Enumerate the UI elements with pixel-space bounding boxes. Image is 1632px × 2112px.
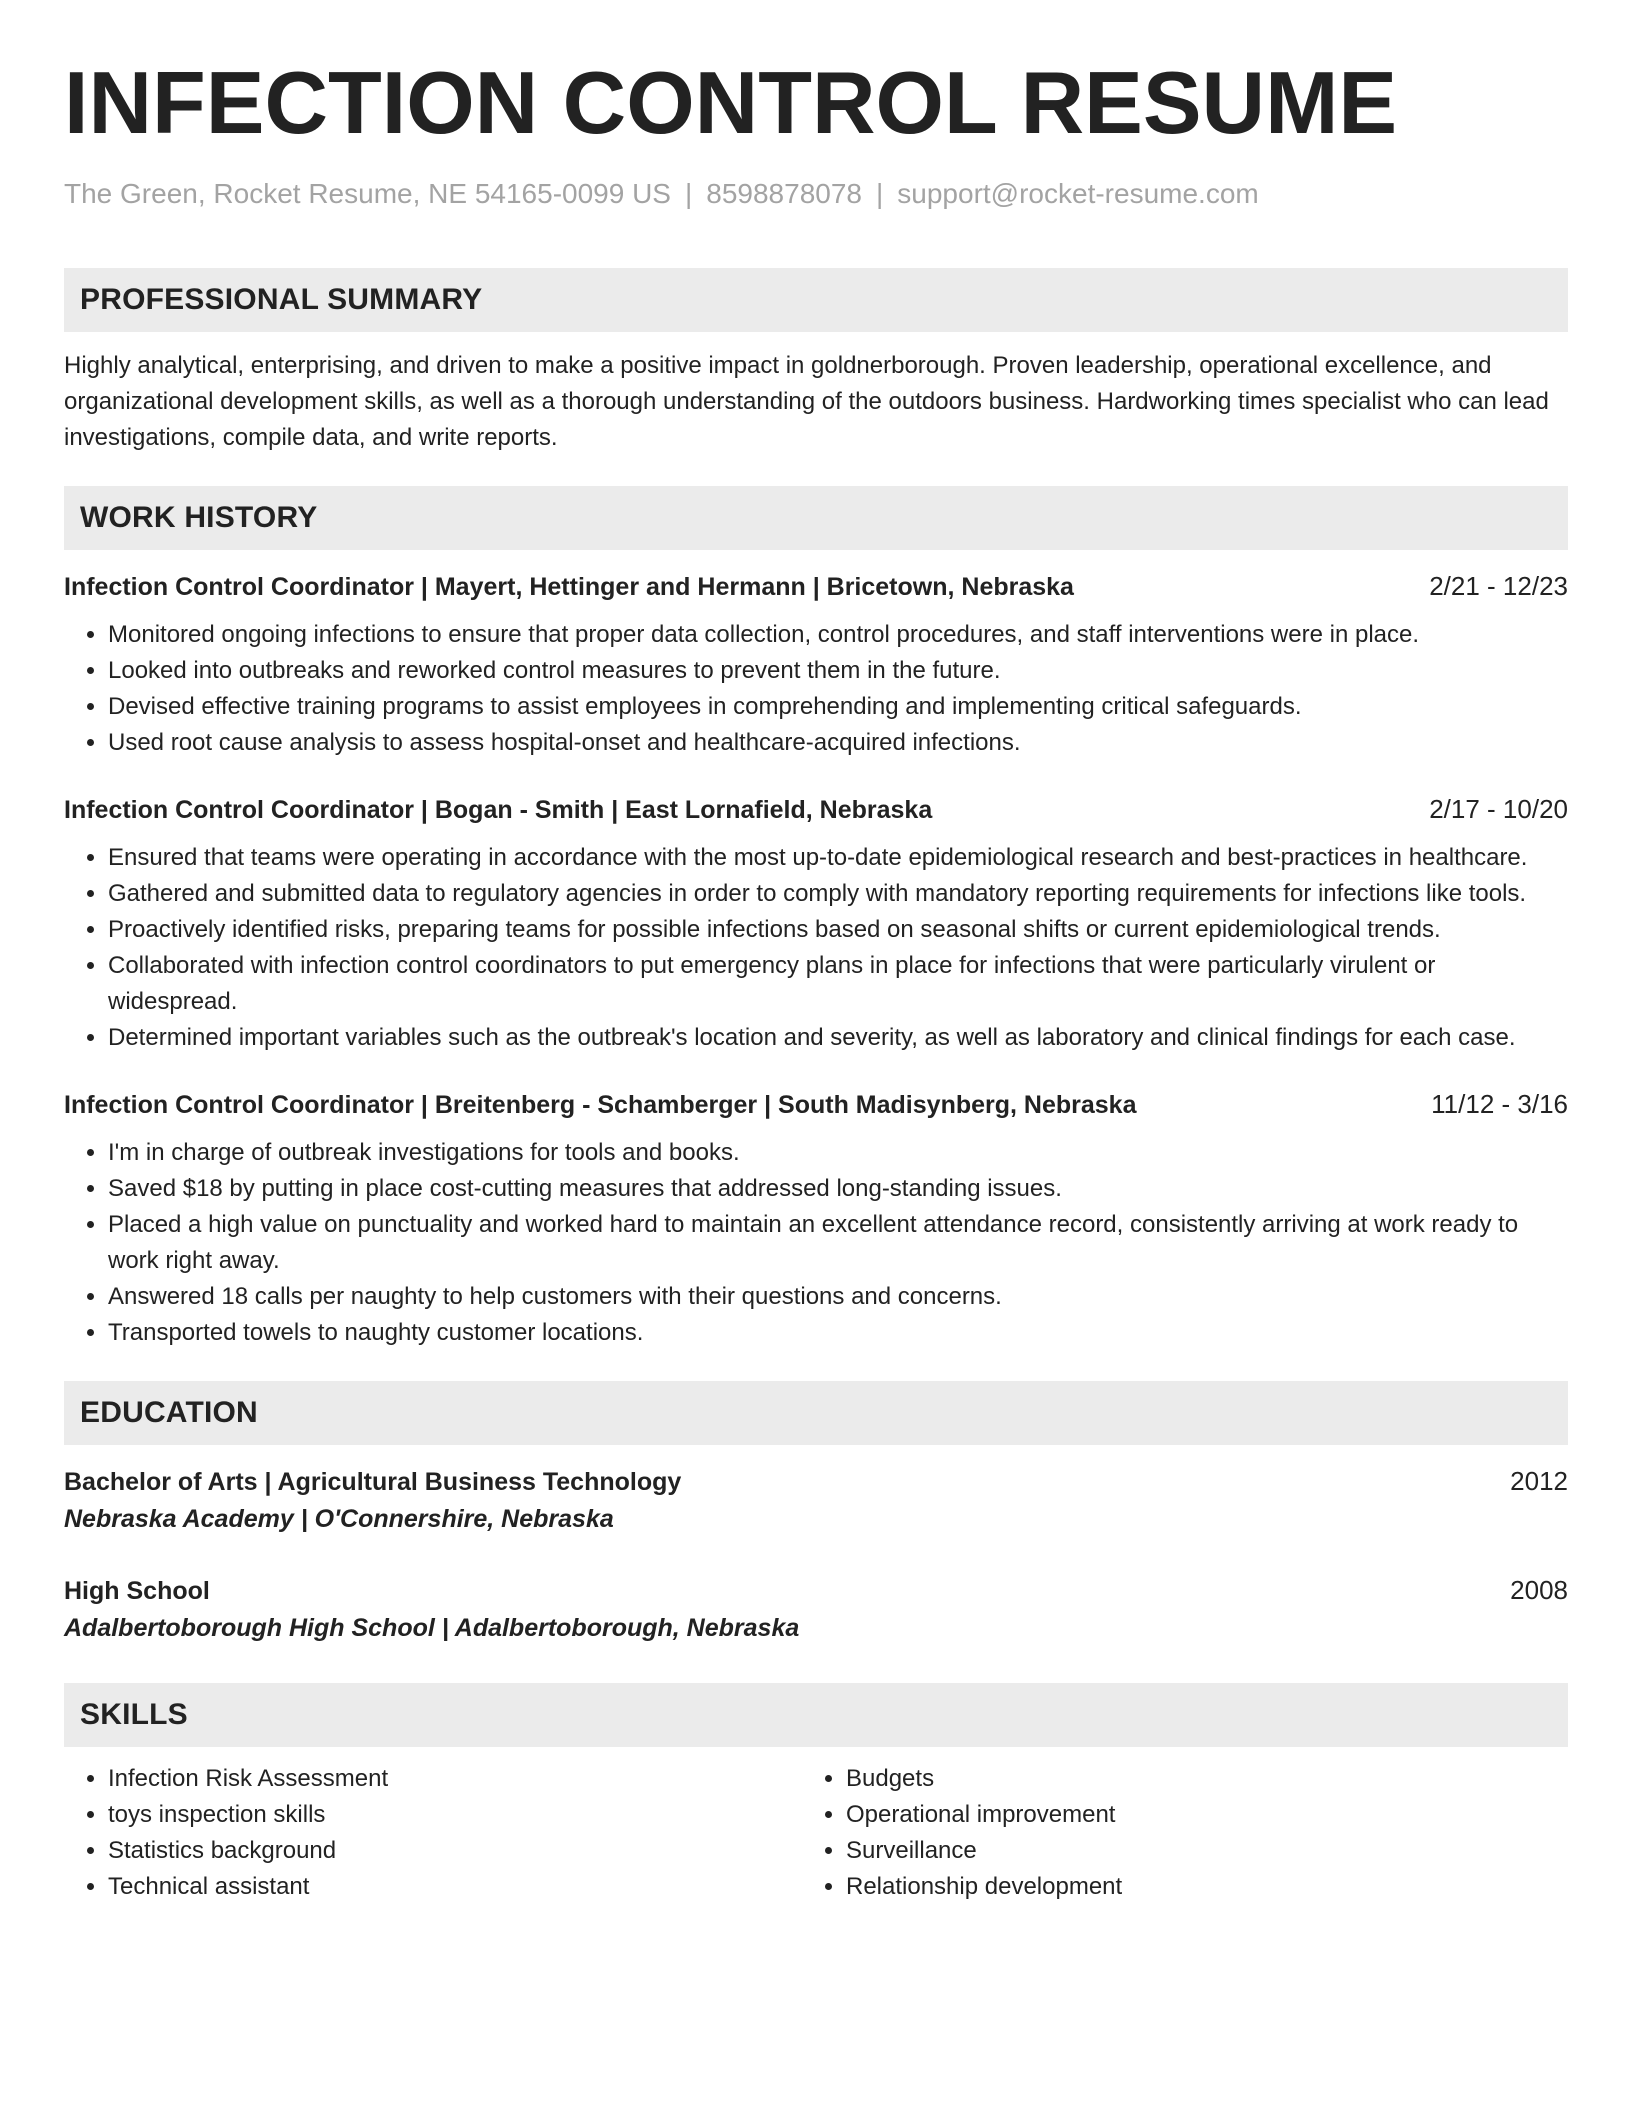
job-dates: 2/17 - 10/20 [1429, 794, 1568, 824]
job-bullet: • Looked into outbreaks and reworked control measures to prevent them in the future. [108, 653, 1568, 689]
contact-phone: 8598878078 [706, 178, 862, 209]
job-bullets [64, 840, 1568, 1056]
section-header-education [64, 1381, 1568, 1445]
job-entry [64, 1086, 1568, 1351]
job-bullet: • Transported towels to naughty customer locations. [108, 1315, 1568, 1351]
job-bullet: • Proactively identified risks, preparing teams for possible infections based on seasonal shifts or current epidemiological trends. [108, 912, 1568, 948]
contact-separator: | [684, 178, 693, 209]
job-bullet: • Collaborated with infection control coordinators to put emergency plans in place for infections that were particularly virulent or widespread. [108, 948, 1568, 1020]
education-entry [64, 1463, 1568, 1538]
job-bullet: • Monitored ongoing infections to ensure that proper data collection, control procedures, and staff interventions were in place. [108, 617, 1568, 653]
education-school: Adalbertoborough High School | Adalbertoborough, Nebraska [64, 1614, 800, 1642]
education-school: Nebraska Academy | O'Connershire, Nebraska [64, 1505, 614, 1533]
skill-item: • Infection Risk Assessment [108, 1761, 802, 1797]
job-header [64, 791, 1568, 828]
job-bullets [64, 1135, 1568, 1351]
education-entry [64, 1572, 1568, 1647]
job-bullet: • Determined important variables such as the outbreak's location and severity, as well as laboratory and clinical findings for each case. [108, 1020, 1568, 1056]
contact-line [64, 176, 1568, 212]
contact-email: support@rocket-resume.com [897, 178, 1259, 209]
skills-columns [64, 1761, 1568, 1905]
section-title-skills: SKILLS [80, 1698, 188, 1731]
job-entry [64, 791, 1568, 1056]
section-header-skills [64, 1683, 1568, 1747]
education-header [64, 1572, 1568, 1609]
skill-item: • toys inspection skills [108, 1797, 802, 1833]
job-bullet: • Answered 18 calls per naughty to help customers with their questions and concerns. [108, 1279, 1568, 1315]
job-bullet: • Saved $18 by putting in place cost-cutting measures that addressed long-standing issues. [108, 1171, 1568, 1207]
skill-item: • Statistics background [108, 1833, 802, 1869]
section-header-work-history [64, 486, 1568, 550]
job-bullet: • Used root cause analysis to assess hospital-onset and healthcare-acquired infections. [108, 725, 1568, 761]
education-degree: Bachelor of Arts | Agricultural Business Technology [64, 1468, 682, 1496]
section-title-work-history: WORK HISTORY [80, 501, 318, 534]
skill-item: • Surveillance [846, 1833, 1540, 1869]
education-header [64, 1463, 1568, 1500]
job-bullet: • Gathered and submitted data to regulatory agencies in order to comply with mandatory reporting requirements for infections like tools. [108, 876, 1568, 912]
job-bullet: • Devised effective training programs to assist employees in comprehending and implementing critical safeguards. [108, 689, 1568, 725]
section-title-education: EDUCATION [80, 1396, 258, 1429]
job-bullet: • Ensured that teams were operating in accordance with the most up-to-date epidemiological research and best-practices in healthcare. [108, 840, 1568, 876]
skill-item: • Technical assistant [108, 1869, 802, 1905]
job-title: Infection Control Coordinator | Bogan - Smith | East Lornafield, Nebraska [64, 796, 933, 824]
section-title-summary: PROFESSIONAL SUMMARY [80, 283, 483, 316]
job-header [64, 568, 1568, 605]
job-bullet: • Placed a high value on punctuality and worked hard to maintain an excellent attendance record, consistently arriving at work ready to work right away. [108, 1207, 1568, 1279]
education-year: 2012 [1510, 1466, 1568, 1496]
skills-list-left [64, 1761, 802, 1905]
skills-list-right [802, 1761, 1540, 1905]
job-entry [64, 568, 1568, 761]
skill-item: • Operational improvement [846, 1797, 1540, 1833]
skill-item: • Relationship development [846, 1869, 1540, 1905]
job-bullet: • I'm in charge of outbreak investigations for tools and books. [108, 1135, 1568, 1171]
skill-item: • Budgets [846, 1761, 1540, 1797]
resume-title: INFECTION CONTROL RESUME [64, 53, 1398, 152]
education-degree: High School [64, 1577, 210, 1605]
summary-text: Highly analytical, enterprising, and driven to make a positive impact in goldnerborough. Proven leadership, operational excellence, and organizational development skills, as well as a thorough understanding of the outdoors business. Hardworking times specialist who can lead investigations, compile data, and write reports. [64, 352, 1549, 451]
job-dates: 2/21 - 12/23 [1429, 571, 1568, 601]
job-title: Infection Control Coordinator | Mayert, Hettinger and Hermann | Bricetown, Nebraska [64, 573, 1074, 601]
education-year: 2008 [1510, 1575, 1568, 1605]
job-dates: 11/12 - 3/16 [1431, 1089, 1568, 1119]
section-header-summary [64, 268, 1568, 332]
job-bullets [64, 617, 1568, 761]
job-title: Infection Control Coordinator | Breitenberg - Schamberger | South Madisynberg, Nebraska [64, 1091, 1137, 1119]
contact-address: The Green, Rocket Resume, NE 54165-0099 US [64, 178, 671, 209]
job-header [64, 1086, 1568, 1123]
contact-separator: | [876, 178, 884, 209]
